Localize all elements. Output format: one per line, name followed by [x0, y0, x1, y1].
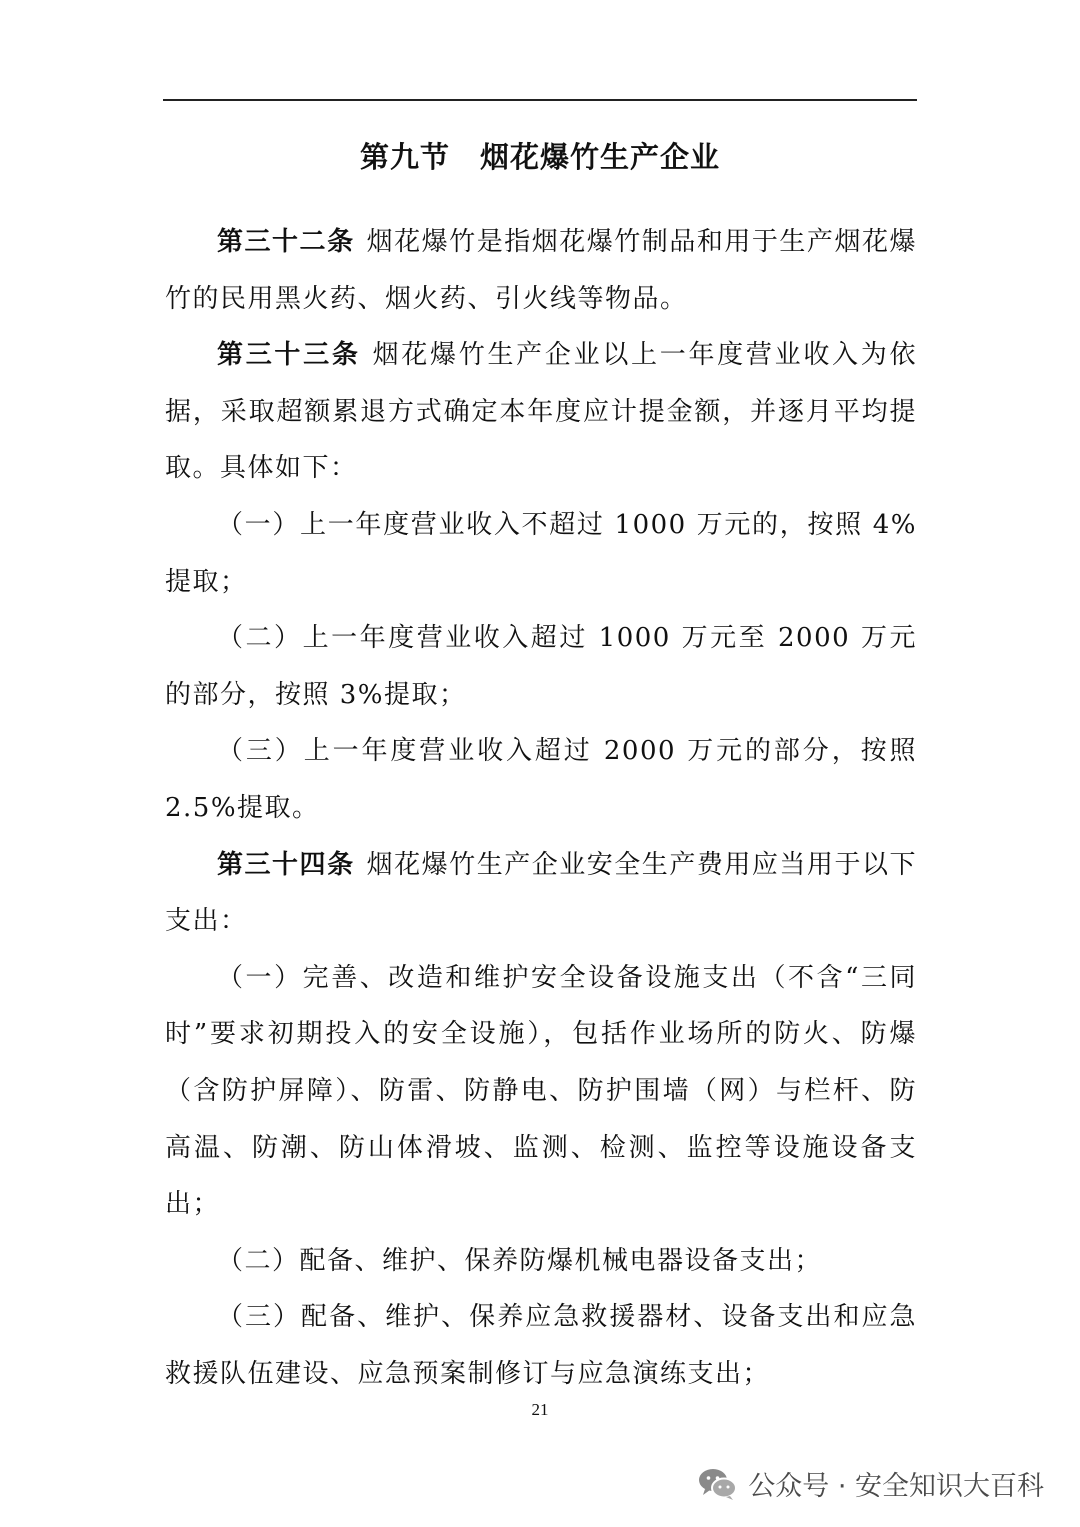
paragraph-text: 烟花爆竹生产企业安全生产费用应当用于以下支出： [165, 849, 917, 937]
article-label: 第三十二条 [217, 227, 355, 257]
document-body [165, 214, 917, 1402]
paragraph [165, 327, 917, 497]
paragraph [165, 610, 917, 723]
section-number: 第九节 [359, 140, 450, 174]
paragraph-text: 烟花爆竹生产企业以上一年度营业收入为依据，采取超额累退方式确定本年度应计提金额，并逐月平均提取。具体如下： [165, 340, 917, 484]
header-rule [163, 99, 917, 101]
paragraph [165, 950, 917, 1233]
watermark [698, 1464, 1044, 1503]
paragraph [165, 1289, 917, 1402]
paragraph [165, 497, 917, 610]
section-name: 烟花爆竹生产企业 [480, 140, 721, 174]
paragraph-text: （二）上一年度营业收入超过 1000 万元至 2000 万元的部分，按照 3%提取； [165, 623, 917, 710]
paragraph [165, 723, 917, 836]
paragraph-text: （三）配备、维护、保养应急救援器材、设备支出和应急救援队伍建设、应急预案制修订与应急演练支出； [165, 1302, 917, 1389]
article-label: 第三十三条 [217, 340, 361, 371]
paragraph-text: （三）上一年度营业收入超过 2000 万元的部分，按照 2.5%提取。 [165, 736, 917, 823]
paragraph-text: （一）上一年度营业收入不超过 1000 万元的，按照 4%提取； [165, 509, 917, 597]
paragraph-text: （一）完善、改造和维护安全设备设施支出（不含“三同时”要求初期投入的安全设施），包括作业场所的防火、防爆（含防护屏障）、防雷、防静电、防护围墙（网）与栏杆、防高温、防潮、防山体滑坡、监测、检测、监控等设施设备支出； [165, 962, 917, 1220]
watermark-text: 公众号 · 安全知识大百科 [748, 1471, 1044, 1502]
paragraph [165, 837, 917, 950]
section-title [0, 135, 1080, 176]
paragraph [165, 214, 917, 327]
paragraph-text: 烟花爆竹是指烟花爆竹制品和用于生产烟花爆竹的民用黑火药、烟火药、引火线等物品。 [165, 227, 917, 314]
paragraph-text: （二）配备、维护、保养防爆机械电器设备支出； [217, 1245, 823, 1276]
article-label: 第三十四条 [217, 849, 355, 880]
wechat-icon [698, 1467, 738, 1501]
paragraph [165, 1233, 917, 1290]
page-number: 21 [531, 1400, 549, 1419]
